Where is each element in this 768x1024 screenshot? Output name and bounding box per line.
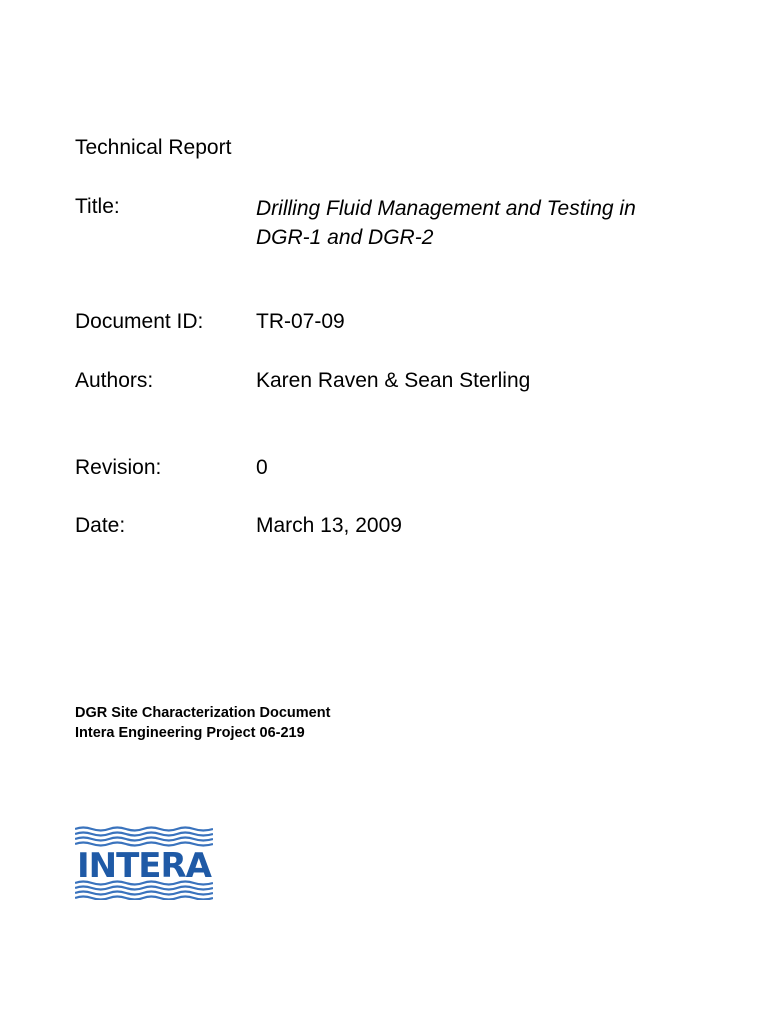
document-id-label: Document ID: [75, 310, 204, 333]
intera-logo-graphic [75, 826, 213, 900]
footer-document-type: DGR Site Characterization Document [75, 705, 331, 721]
authors-value: Karen Raven & Sean Sterling [256, 369, 531, 392]
authors-label: Authors: [75, 369, 154, 392]
report-type-heading: Technical Report [75, 136, 232, 159]
revision-label: Revision: [75, 456, 162, 479]
document-title-line-2: DGR-1 and DGR-2 [256, 226, 434, 249]
date-label: Date: [75, 514, 126, 537]
revision-value: 0 [256, 456, 268, 479]
title-label: Title: [75, 195, 120, 218]
footer-project-number: Intera Engineering Project 06-219 [75, 725, 305, 741]
document-title [256, 194, 726, 252]
intera-logo-wordmark: INTERA [77, 846, 213, 886]
intera-logo [75, 826, 213, 900]
date-value: March 13, 2009 [256, 514, 402, 537]
document-id-value: TR-07-09 [256, 310, 345, 333]
document-title-line-1: Drilling Fluid Management and Testing in [256, 197, 636, 220]
